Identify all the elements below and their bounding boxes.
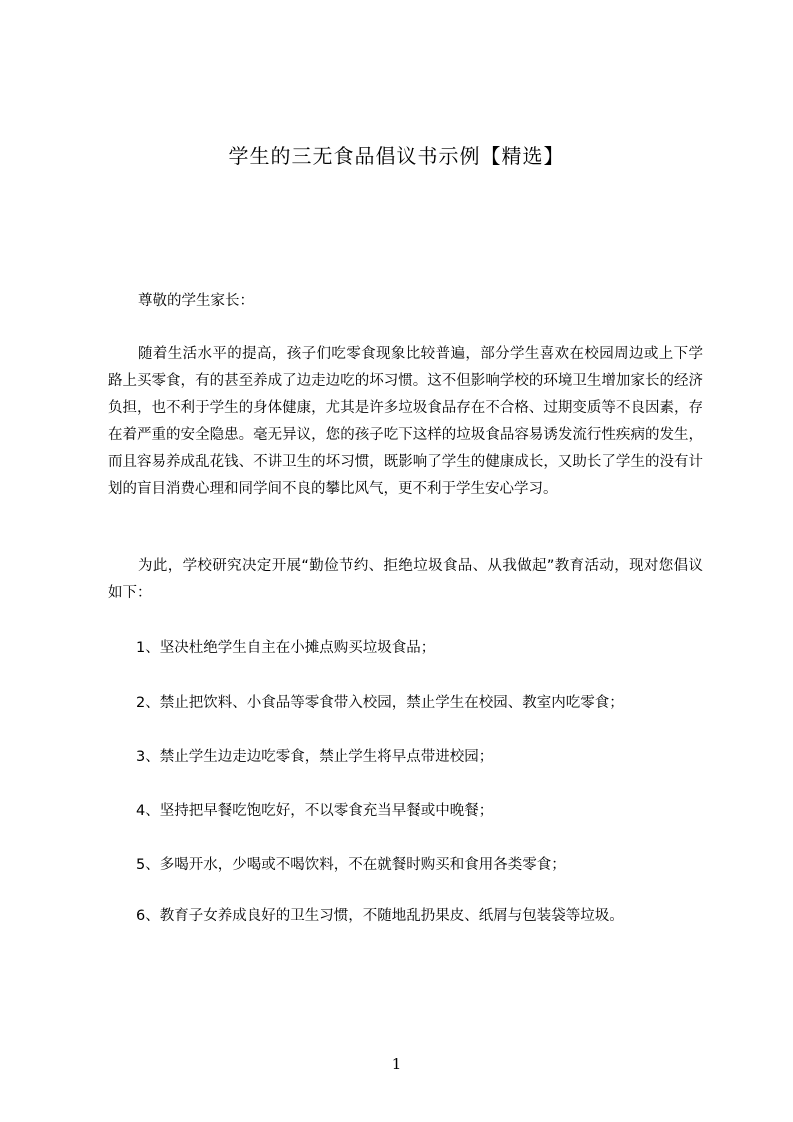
proposal-item-2: 2、禁止把饮料、小食品等零食带入校园，禁止学生在校园、教室内吃零食； [136,695,624,711]
proposal-item-1: 1、坚决杜绝学生自主在小摊点购买垃圾食品； [136,640,436,656]
body-paragraph-2: 为此，学校研究决定开展“勤俭节约、拒绝垃圾食品、从我做起”教育活动，现对您倡议如下： [108,558,703,601]
proposal-item-4: 4、坚持把早餐吃饱吃好，不以零食充当早餐或中晚餐； [136,803,494,819]
body-paragraph-1: 随着生活水平的提高，孩子们吃零食现象比较普遍，部分学生喜欢在校园周边或上下学路上买零食，有的甚至养成了边走边吃的坏习惯。这不但影响学校的环境卫生增加家长的经济负担，也不利于学生的身体健康，尤其是许多垃圾食品存在不合格、过期变质等不良因素，存在着严重的安全隐患。毫无异议，您的孩子吃下这样的垃圾食品容易诱发流行性疾病的发生，而且容易养成乱花钱、不讲卫生的坏习惯，既影响了学生的健康成长，又助长了学生的没有计划的盲目消费心理和同学间不良的攀比风气，更不利于学生安心学习。 [108,346,703,497]
proposal-item-6: 6、教育子女养成良好的卫生习惯，不随地乱扔果皮、纸屑与包装袋等垃圾。 [136,908,624,924]
page-number: 1 [391,1055,402,1073]
salutation: 尊敬的学生家长： [138,293,254,309]
proposal-item-3: 3、禁止学生边走边吃零食，禁止学生将早点带进校园； [136,749,494,765]
document-title: 学生的三无食品倡议书示例【精选】 [228,144,565,168]
proposal-item-5: 5、多喝开水，少喝或不喝饮料，不在就餐时购买和食用各类零食； [136,857,566,873]
